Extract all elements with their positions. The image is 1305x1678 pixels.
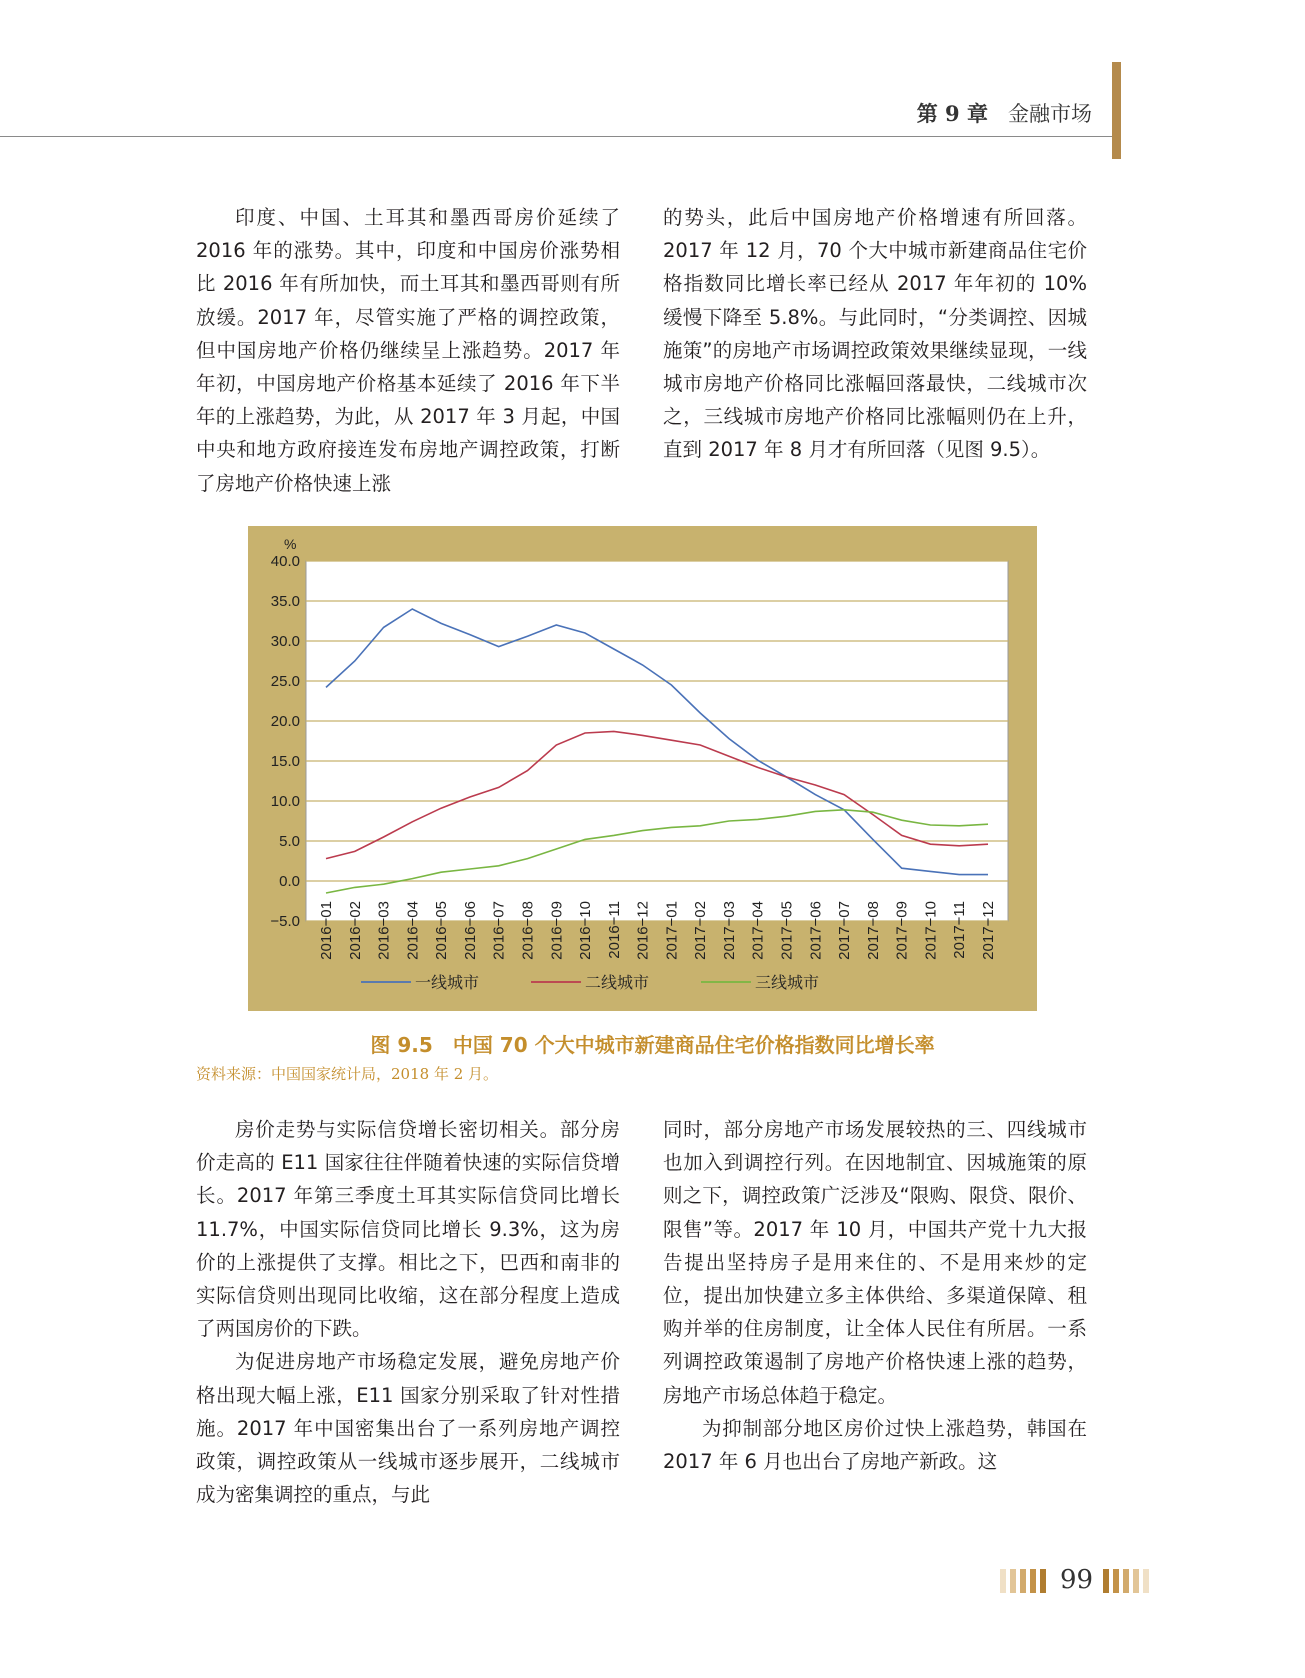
x-tick-label: 2017−10 [922, 901, 940, 960]
x-tick-label: 2016−06 [461, 901, 479, 960]
legend-label: 二线城市 [585, 973, 650, 992]
x-tick-label: 2016−04 [404, 901, 422, 960]
page-stripes-right [1103, 1569, 1149, 1593]
x-tick-label: 2017−09 [893, 901, 911, 960]
figure-source: 资料来源：中国国家统计局，2018 年 2 月。 [196, 1065, 499, 1083]
x-tick-label: 2016−11 [605, 901, 623, 959]
paragraph: 印度、中国、土耳其和墨西哥房价延续了 2016 年的涨势。其中，印度和中国房价涨势相比 2016 年有所加快，而土耳其和墨西哥则有所放缓。2017 年，尽管实施了严格的调控政策，但中国房地产价格仍继续呈上涨趋势。2017 年年初，中国房地产价格基本延续了 2016 年下半年的上涨趋势，为此，从 2017 年 3 月起，中国中央和地方政府接连发布房地产调控政策，打断了房地产价格快速上涨 [196, 206, 620, 495]
paragraph: 为促进房地产市场稳定发展，避免房地产价格出现大幅上涨，E11 国家分别采取了针对性措施。2017 年中国密集出台了一系列房地产调控政策，调控政策从一线城市逐步展开，二线城市成为密集调控的重点，与此 [196, 1350, 620, 1507]
x-tick-label: 2017−04 [749, 901, 767, 960]
y-tick-label: 0.0 [279, 873, 300, 890]
y-tick-label: 15.0 [270, 753, 300, 770]
y-tick-label: 25.0 [270, 673, 300, 690]
chapter-title: 金融市场 [1008, 102, 1092, 126]
x-tick-label: 2017−12 [980, 901, 997, 960]
x-tick-label: 2016−10 [577, 901, 595, 960]
legend-label: 一线城市 [415, 973, 480, 992]
legend-label: 三线城市 [755, 973, 820, 992]
body-column-top-left [196, 201, 620, 500]
x-tick-label: 2016−08 [519, 901, 537, 960]
figure-caption: 图 9.5 中国 70 个大中城市新建商品住宅价格指数同比增长率 [370, 1033, 935, 1057]
paragraph: 的势头，此后中国房地产价格增速有所回落。2017 年 12 月，70 个大中城市新建商品住宅价格指数同比增长率已经从 2017 年年初的 10% 缓慢下降至 5.8%。与此同时，“分类调控、因城施策”的房地产市场调控政策效果继续显现，一线城市房地产价格同比涨幅回落最快，二线城市次之，三线城市房地产价格同比涨幅则仍在上升，直到 2017 年 8 月才有所回落（见图 9.5）。 [663, 206, 1087, 462]
paragraph: 同时，部分房地产市场发展较热的三、四线城市也加入到调控行列。在因地制宜、因城施策的原则之下，调控政策广泛涉及“限购、限贷、限价、限售”等。2017 年 10 月，中国共产党十九大报告提出坚持房子是用来住的、不是用来炒的定位，提出加快建立多主体供给、多渠道保障、租购并举的住房制度，让全体人民住有所居。一系列调控政策遏制了房地产价格快速上涨的趋势，房地产市场总体趋于稳定。 [663, 1118, 1087, 1407]
x-tick-label: 2017−06 [807, 901, 825, 960]
header-rule [0, 136, 1112, 137]
x-tick-label: 2017−08 [864, 901, 882, 960]
paragraph: 为抑制部分地区房价过快上涨趋势，韩国在 2017 年 6 月也出台了房地产新政。这 [663, 1416, 1087, 1474]
running-header [917, 98, 1092, 128]
page-stripes-left [1000, 1569, 1046, 1593]
body-column-top-right [663, 201, 1087, 467]
x-tick-label: 2016−12 [634, 901, 652, 960]
y-tick-label: 35.0 [270, 593, 300, 610]
page-number: 99 [1060, 1565, 1094, 1595]
plot-area [306, 561, 1008, 921]
paragraph: 房价走势与实际信贷增长密切相关。部分房价走高的 E11 国家往往伴随着快速的实际信贷增长。2017 年第三季度土耳其实际信贷同比增长 11.7%，中国实际信贷同比增长 9.3%，这为房价的上涨提供了支撑。相比之下，巴西和南非的实际信贷则出现同比收缩，这在部分程度上造成了两国房价的下跌。 [196, 1118, 620, 1341]
x-tick-label: 2016−03 [375, 901, 393, 960]
y-tick-label: 20.0 [270, 713, 300, 730]
y-tick-label: 10.0 [270, 793, 300, 810]
x-tick-label: 2016−05 [433, 901, 451, 960]
x-tick-label: 2017−07 [836, 901, 854, 960]
x-tick-label: 2016−01 [318, 901, 335, 960]
chapter-number: 第 9 章 [916, 101, 988, 126]
y-axis-label: % [284, 536, 297, 552]
body-column-bottom-right [663, 1113, 1087, 1478]
body-column-bottom-left [196, 1113, 620, 1511]
figure-chart [248, 526, 1037, 1011]
x-tick-label: 2017−03 [720, 901, 738, 960]
x-tick-label: 2016−07 [490, 901, 508, 960]
x-tick-label: 2017−01 [663, 901, 681, 960]
x-tick-label: 2016−09 [548, 901, 566, 960]
header-accent-bar [1112, 62, 1121, 159]
x-tick-label: 2017−02 [692, 901, 710, 960]
x-tick-label: 2016−02 [346, 901, 364, 960]
y-tick-label: −5.0 [270, 913, 300, 930]
y-tick-label: 5.0 [279, 833, 300, 850]
y-tick-label: 40.0 [270, 553, 300, 570]
x-tick-label: 2017−11 [951, 901, 969, 959]
x-tick-label: 2017−05 [778, 901, 796, 960]
line-chart [248, 526, 1037, 1011]
y-tick-label: 30.0 [270, 633, 300, 650]
